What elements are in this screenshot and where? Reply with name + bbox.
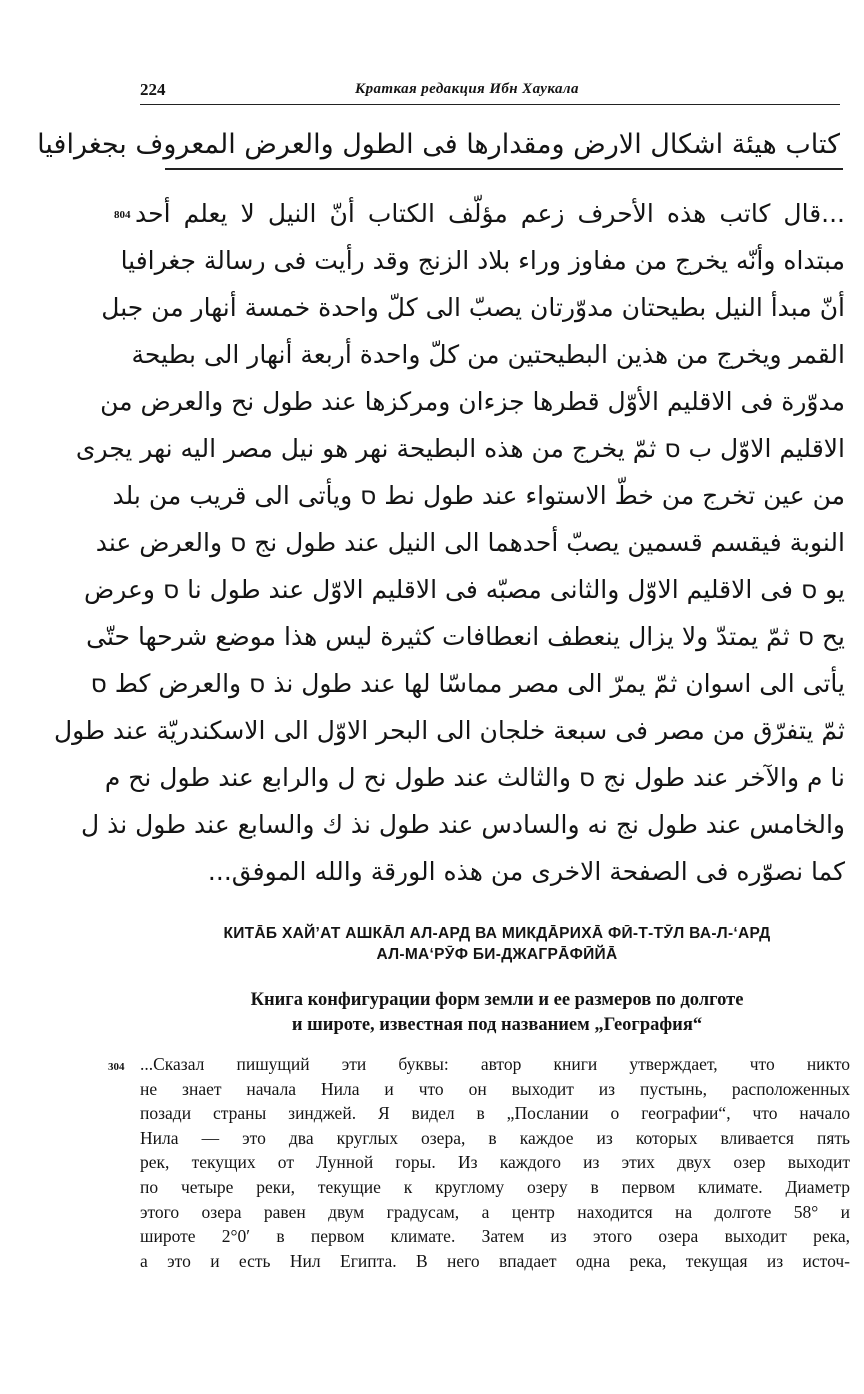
page-number: 224 — [140, 80, 166, 99]
arabic-title: كتاب هيئة اشكال الارض ومقدارها فى الطول والعرض المعروف بجغرافيا — [37, 129, 840, 160]
russian-line: этого озера равен двум градусам, а центр находится на долготе 58° и — [140, 1201, 850, 1222]
arabic-line: الاقليم الاوّل ب ס ثمّ يخرج من هذه البطيحة نهر هو نيل مصر اليه نهر يجرى — [75, 434, 845, 463]
russian-line: рек, текущих от Лунной горы. Из каждого из этих двух озер выходит — [140, 1152, 850, 1173]
arabic-line: النوبة فيقسم قسمين يصبّ أحدهما الى النيل عند طول نج ס والعرض عند — [95, 528, 845, 557]
arabic-title-underline — [165, 168, 843, 170]
russian-line: позади страны зинджей. Я видел в „Послании о географии“, что начало — [140, 1103, 850, 1124]
arabic-line: ...قال كاتب هذه الأحرف زعم مؤلّف الكتاب أنّ النيل لا يعلم أحد — [135, 199, 845, 228]
russian-line: не знает начала Нила и что он выходит из пустынь, расположенных — [140, 1078, 850, 1099]
heading-line: АЛ-МА‘РӮФ БИ-ДЖАГРĀФӢЙĀ — [376, 946, 618, 963]
running-title: Краткая редакция Ибн Хаукала — [355, 81, 579, 97]
russian-line: Нила — это два круглых озера, в каждое из которых вливается пять — [140, 1127, 850, 1148]
arabic-line: مدوّرة فى الاقليم الأوّل قطرها جزءان ومركزها عند طول نح والعرض من — [100, 387, 845, 416]
arabic-line: يأتى الى اسوان ثمّ يمرّ الى مصر مماسّا لها عند طول نذ ס والعرض كط ס — [90, 669, 845, 698]
russian-line: широте 2°0′ в первом климате. Затем из этого озера выходит река, — [140, 1226, 850, 1247]
russian-text — [140, 1052, 850, 1273]
heading-line: КИТĀБ ХАЙ’АТ АШКĀЛ АЛ-АРД ВА МИКДĀРИХĀ ФӢ-Т-ТӮЛ ВА-Л-‘АРД — [223, 925, 771, 942]
russian-margin-marker: 304 — [108, 1061, 125, 1073]
arabic-line: من عين تخرج من خطّ الاستواء عند طول نط ס ويأتى الى قريب من بلد — [112, 481, 845, 510]
page-header — [140, 80, 840, 106]
subtitle-line: Книга конфигурации форм земли и ее размеров по долготе — [250, 990, 744, 1010]
arabic-line: نا م والآخر عند طول نج ס والثالث عند طول نح ل والرابع عند طول نح م — [104, 763, 845, 792]
arabic-line: كما نصوّره فى الصفحة الاخرى من هذه الورقة والله الموفق... — [207, 857, 845, 886]
russian-line: а это и есть Нил Египта. В него впадает одна река, текущая из источ- — [140, 1250, 850, 1271]
arabic-line: والخامس عند طول نج نه والسادس عند طول نذ ك والسابع عند طول نذ ل — [80, 810, 845, 839]
arabic-line: القمر ويخرج من هذين البطيحتين من كلّ واحدة أربعة أنهار الى بطيحة — [131, 340, 845, 369]
header-rule — [140, 104, 840, 105]
arabic-line: يح ס ثمّ يمتدّ ولا يزال ينعطف انعطافات كثيرة ليس هذا موضع شرحها حتّى — [86, 622, 845, 651]
arabic-margin-marker: 804 — [114, 209, 131, 221]
arabic-line: أنّ مبدأ النيل بطيحتان مدوّرتان يصبّ الى كلّ واحدة خمسة أنهار من جبل — [101, 293, 845, 322]
russian-line: по четыре реки, текущие к круглому озеру в первом климате. Диаметр — [140, 1176, 850, 1197]
russian-line: ...Сказал пишущий эти буквы: автор книги утверждает, что никто — [140, 1054, 850, 1074]
subtitle-line: и широте, известная под названием „География“ — [291, 1015, 703, 1035]
arabic-line: مبتداه وأنّه يخرج من مفاوز وراء بلاد الزنج وقد رأيت فى رسالة جغرافيا — [120, 246, 845, 275]
arabic-line: ثمّ يتفرّق من مصر فى سبعة خلجان الى البحر الاوّل الى الاسكندريّة عند طول — [53, 716, 845, 745]
transliterated-heading — [150, 923, 844, 965]
arabic-line: يو ס فى الاقليم الاوّل والثانى مصبّه فى الاقليم الاوّل عند طول نا ס وعرض — [83, 575, 845, 604]
translated-title — [150, 988, 844, 1038]
